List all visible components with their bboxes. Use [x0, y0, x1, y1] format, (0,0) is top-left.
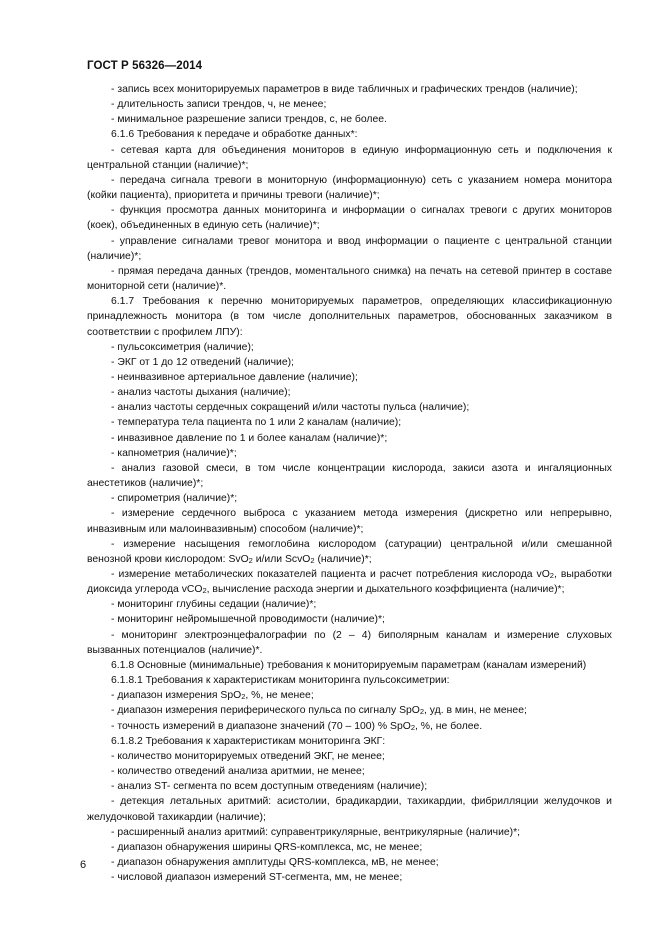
section-heading: 6.1.6 Требования к передаче и обработке данных*: [111, 129, 358, 141]
paragraph: - анализ ST- сегмента по всем доступным отведениям (наличие); [111, 781, 428, 793]
paragraph: - передача сигнала тревоги в мониторную (информационную) сеть с указанием номера монитора (койки пациента), приоритета и причины тревоги (наличие)*; [87, 174, 612, 202]
section-heading: 6.1.7 Требования к перечню мониторируемых параметров, определяющих классификационную принадлежность монитора (в том числе дополнительных параметров, обоснованных заказчиком в соответствии с профилем ЛПУ): [87, 296, 612, 338]
paragraph: - анализ частоты сердечных сокращений и/или частоты пульса (наличие); [111, 402, 470, 414]
section-heading: 6.1.8 Основные (минимальные) требования к мониторируемым параметрам (каналам измерений) [111, 659, 587, 671]
paragraph: - числовой диапазон измерений ST-сегмента, мм, не менее; [111, 872, 403, 884]
paragraph: - инвазивное давление по 1 и более каналам (наличие)*; [111, 432, 388, 444]
paragraph: - минимальное разрешение записи трендов, с, не более. [111, 114, 387, 126]
paragraph: - анализ частоты дыхания (наличие); [111, 387, 291, 399]
page-number: 6 [80, 859, 87, 871]
paragraph: - мониторинг глубины седации (наличие)*; [111, 599, 317, 611]
paragraph: - измерение сердечного выброса с указанием метода измерения (дискретно или непрерывно, инвазивным или малоинвазивным) способом (наличие)*; [87, 508, 612, 535]
paragraph: - диапазон обнаружения ширины QRS-комплекса, мс, не менее; [111, 841, 423, 853]
paragraph: - анализ газовой смеси, в том числе концентрации кислорода, закиси азота и ингаляционных анестетиков (наличие)*; [87, 462, 612, 490]
paragraph: - диапазон измерения SpO$_2$, %, не менее; [111, 690, 314, 702]
paragraph: - измерение насыщения гемоглобина кислородом (сатурации) центральной и/или смешанной венозной крови кислородом: SvO$_2$ и/или ScvO$_2$ (наличие)*; [87, 538, 612, 565]
paragraph: - запись всех мониторируемых параметров в виде табличных и графических трендов (наличие); [111, 84, 578, 95]
paragraph: - точность измерений в диапазоне значений (70 – 100) % SpO$_2$, %, не более. [111, 720, 483, 732]
paragraph: - расширенный анализ аритмий: суправентрикулярные, вентрикулярные (наличие)*; [111, 826, 521, 838]
paragraph: - управление сигналами тревог монитора и ввод информации о пациенте с центральной станции (наличие)*; [87, 235, 612, 262]
paragraph: - спирометрия (наличие)*; [111, 493, 238, 505]
paragraph: - количество мониторируемых отведений ЭКГ, не менее; [111, 750, 385, 762]
paragraph: - неинвазивное артериальное давление (наличие); [111, 371, 358, 383]
document-header: ГОСТ Р 56326—2014 [87, 60, 203, 72]
paragraph: - капнометрия (наличие)*; [111, 447, 237, 459]
paragraph: - сетевая карта для объединения мониторов в единую информационную сеть и подключения к центральной станции (наличие)*; [87, 144, 612, 171]
paragraph: - длительность записи трендов, ч, не менее; [111, 99, 327, 111]
paragraph: - функция просмотра данных мониторинга и информации о сигналах тревоги с других мониторов (коек), объединенных в единую сеть (наличие)*; [87, 205, 612, 232]
paragraph: - диапазон обнаружения амплитуды QRS-комплекса, мВ, не менее; [111, 856, 439, 868]
paragraph: - ЭКГ от 1 до 12 отведений (наличие); [111, 356, 294, 368]
paragraph: - пульсоксиметрия (наличие); [111, 341, 254, 353]
paragraph: - прямая передача данных (трендов, моментального снимка) на печать на сетевой принтер в составе мониторной сети (наличие)*. [87, 265, 612, 293]
paragraph: - мониторинг электроэнцефалографии по (2 – 4) биполярным каналам и измерение слуховых вызванных потенциалов (наличие)*. [87, 629, 612, 656]
paragraph: - мониторинг нейромышечной проводимости (наличие)*; [111, 614, 385, 626]
section-heading: 6.1.8.1 Требования к характеристикам мониторинга пульсоксиметрии: [111, 675, 450, 687]
paragraph: - диапазон измерения периферического пульса по сигналу SpO$_2$, уд. в мин, не менее; [111, 705, 527, 717]
document-body [87, 82, 612, 885]
paragraph: - детекция летальных аритмий: асистолии, брадикардии, тахикардии, фибрилляции желудочков и желудочковой тахикардии (наличие); [87, 796, 612, 823]
section-heading: 6.1.8.2 Требования к характеристикам мониторинга ЭКГ: [111, 735, 386, 747]
paragraph: - измерение метаболических показателей пациента и расчет потребления кислорода $vO_2$, выработки диоксида углерода vCO$_2$, вычисление расхода энергии и дыхательного коэффициента (наличие)*; [87, 569, 612, 596]
paragraph: - температура тела пациента по 1 или 2 каналам (наличие); [111, 417, 402, 429]
paragraph: - количество отведений анализа аритмии, не менее; [111, 766, 365, 778]
